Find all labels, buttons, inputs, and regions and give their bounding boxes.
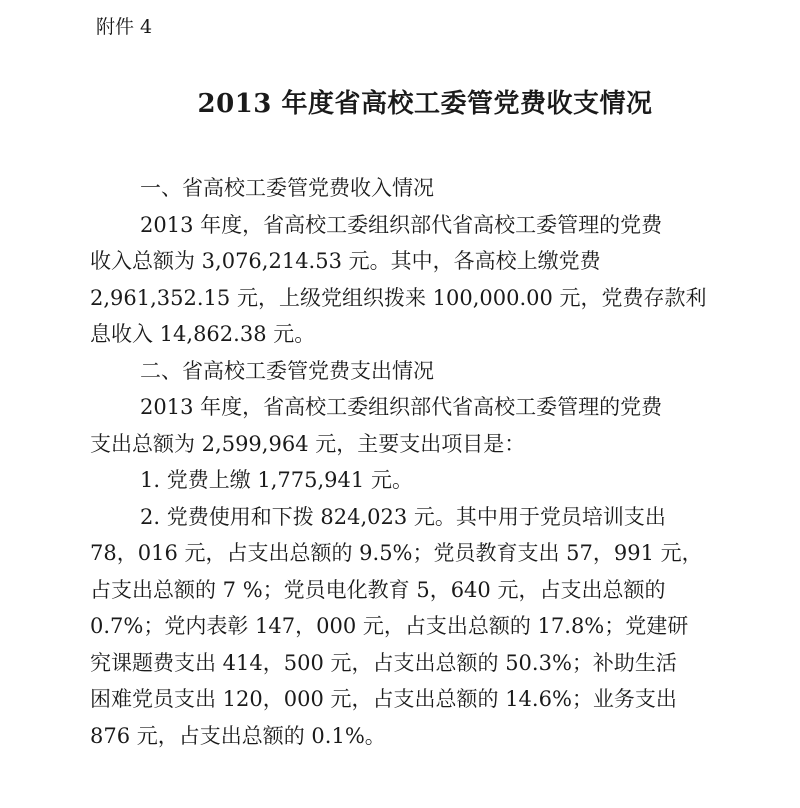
- section-1-line-2: 收入总额为 3,076,214.53 元。其中，各高校上缴党费: [90, 249, 601, 273]
- section-1-heading: 一、省高校工委管党费收入情况: [140, 176, 434, 200]
- section-1-line-4: 息收入 14,862.38 元。: [90, 322, 316, 346]
- section-2-line-1: 2013 年度，省高校工委组织部代省高校工委管理的党费: [140, 395, 663, 419]
- attachment-label: 附件 4: [96, 16, 153, 38]
- section-2-heading: 二、省高校工委管党费支出情况: [140, 358, 434, 383]
- item-2-line-4: 0.7%；党内表彰 147，000 元，占支出总额的 17.8%；党建研: [90, 614, 689, 638]
- item-2-line-6: 困难党员支出 120，000 元，占支出总额的 14.6%；业务支出: [90, 687, 677, 711]
- section-1-line-3: 2,961,352.15 元，上级党组织拨来 100,000.00 元，党费存款利: [90, 285, 707, 310]
- item-2-line-5: 究课题费支出 414，500 元，占支出总额的 50.3%；补助生活: [90, 650, 677, 675]
- document-title: 2013 年度省高校工委管党费收支情况: [197, 89, 653, 119]
- section-2-line-2: 支出总额为 2,599,964 元，主要支出项目是：: [90, 431, 526, 456]
- item-2-line-1: 2. 党费使用和下拨 824,023 元。其中用于党员培训支出: [140, 504, 666, 529]
- item-2-line-2: 78，016 元，占支出总额的 9.5%；党员教育支出 57，991 元，: [90, 541, 703, 565]
- item-2-line-3: 占支出总额的 7 %；党员电化教育 5，640 元，占支出总额的: [90, 577, 666, 602]
- item-2-line-7: 876 元，占支出总额的 0.1%。: [90, 723, 386, 748]
- item-1: 1. 党费上缴 1,775,941 元。: [140, 468, 413, 492]
- section-1-line-1: 2013 年度，省高校工委组织部代省高校工委管理的党费: [140, 212, 663, 237]
- document-body: [90, 170, 707, 754]
